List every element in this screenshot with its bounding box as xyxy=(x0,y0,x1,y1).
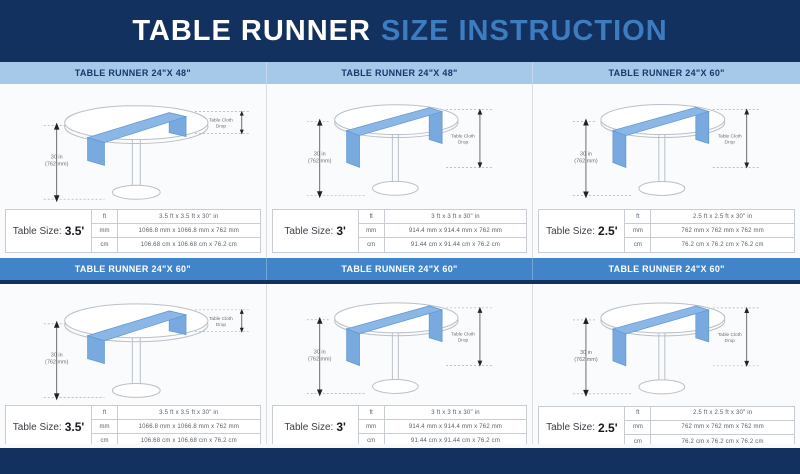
table-size-label: Table Size: xyxy=(12,421,62,433)
unit-ft: ft xyxy=(359,406,385,420)
page-title-main: TABLE RUNNER xyxy=(132,14,371,47)
value-ft: 3 ft x 3 ft x 30" in xyxy=(385,210,527,224)
table-size-cell xyxy=(539,407,625,444)
drop-dimension-sublabel: Drop xyxy=(724,140,736,146)
unit-cm: cm xyxy=(92,434,118,444)
panel-3 xyxy=(533,84,800,258)
size-spec-table-1 xyxy=(5,209,261,253)
panel-header-2: TABLE RUNNER 24"X 48" xyxy=(267,62,534,84)
unit-mm: mm xyxy=(92,224,118,238)
table-size-value: 3' xyxy=(336,224,346,238)
value-ft: 2.5 ft x 2.5 ft x 30" in xyxy=(651,210,794,224)
round-table-runner-diagram xyxy=(267,84,533,209)
value-mm: 914.4 mm x 914.4 mm x 762 mm xyxy=(385,420,527,434)
unit-mm: mm xyxy=(359,420,385,434)
value-ft: 3.5 ft x 3.5 ft x 30" in xyxy=(118,406,260,420)
table-size-value: 2.5' xyxy=(598,224,618,238)
panel-4 xyxy=(0,284,267,444)
table-size-value: 3.5' xyxy=(64,420,85,435)
unit-grid xyxy=(92,406,260,444)
value-cm: 91.44 cm x 91.44 cm x 76.2 cm xyxy=(410,438,501,444)
table-size-cell xyxy=(273,210,359,252)
height-dimension-label: 30 in xyxy=(50,352,63,359)
header-strip-row1 xyxy=(0,62,800,84)
value-cm: 91.44 cm x 91.44 cm x 76.2 cm xyxy=(410,242,501,248)
panel-header-6: TABLE RUNNER 24"X 60" xyxy=(533,258,800,280)
panel-5 xyxy=(267,284,534,444)
value-cm: 106.68 cm x 106.68 cm x 76.2 cm xyxy=(140,242,237,248)
height-dimension-label: 30 in xyxy=(580,349,593,356)
unit-ft: ft xyxy=(625,210,651,224)
drop-dimension-label: Table Cloth xyxy=(450,134,475,140)
value-mm: 1066.8 mm x 1066.8 mm x 762 mm xyxy=(118,420,260,434)
table-size-value: 3.5' xyxy=(64,224,85,238)
value-ft: 3.5 ft x 3.5 ft x 30" in xyxy=(118,210,260,224)
round-table-runner-diagram xyxy=(267,284,533,405)
table-size-cell xyxy=(6,406,92,444)
unit-ft: ft xyxy=(359,210,385,224)
unit-mm: mm xyxy=(625,421,651,435)
height-dimension-label: 30 in xyxy=(313,349,326,356)
unit-cm: cm xyxy=(359,238,385,252)
round-table-runner-diagram xyxy=(0,284,266,405)
height-dimension-sublabel: (762 mm) xyxy=(574,356,599,363)
value-ft: 2.5 ft x 2.5 ft x 30" in xyxy=(651,407,794,421)
round-table-runner-diagram xyxy=(533,284,800,406)
value-cm: 76.2 cm x 76.2 cm x 76.2 cm xyxy=(681,438,764,444)
height-dimension-sublabel: (762 mm) xyxy=(307,158,332,165)
panel-2-diagram-wrap xyxy=(267,84,533,209)
unit-mm: mm xyxy=(359,224,385,238)
panel-row-1 xyxy=(0,84,800,258)
size-spec-table-2 xyxy=(272,209,528,253)
unit-grid xyxy=(625,210,794,252)
unit-cm: cm xyxy=(625,435,651,444)
round-table-runner-diagram xyxy=(533,84,800,209)
size-spec-table-3 xyxy=(538,209,795,253)
table-size-label: Table Size: xyxy=(12,225,62,237)
unit-mm: mm xyxy=(625,224,651,238)
unit-ft: ft xyxy=(625,407,651,421)
panel-5-diagram-wrap xyxy=(267,284,533,405)
height-dimension-label: 30 in xyxy=(313,151,326,158)
panel-header-4: TABLE RUNNER 24"X 60" xyxy=(0,258,267,280)
unit-cm: cm xyxy=(625,238,651,252)
height-dimension-label: 30 in xyxy=(580,151,593,158)
panel-2 xyxy=(267,84,534,258)
height-dimension-sublabel: (762 mm) xyxy=(45,359,69,366)
panel-3-diagram-wrap xyxy=(533,84,800,209)
table-size-cell xyxy=(6,210,92,252)
value-cm: 76.2 cm x 76.2 cm x 76.2 cm xyxy=(681,242,764,248)
table-size-value: 3' xyxy=(336,420,346,435)
value-mm: 1066.8 mm x 1066.8 mm x 762 mm xyxy=(118,224,260,238)
value-mm: 914.4 mm x 914.4 mm x 762 mm xyxy=(385,224,527,238)
round-table-runner-diagram xyxy=(0,84,266,209)
size-spec-table-6 xyxy=(538,406,795,444)
height-dimension-sublabel: (762 mm) xyxy=(574,158,598,165)
footer-bar xyxy=(0,448,800,474)
unit-grid xyxy=(359,210,527,252)
unit-cm: cm xyxy=(92,238,118,252)
unit-ft: ft xyxy=(92,406,118,420)
panel-6-diagram-wrap xyxy=(533,284,800,406)
table-size-label: Table Size: xyxy=(546,225,596,237)
table-size-label: Table Size: xyxy=(284,421,334,433)
drop-dimension-label: Table Cloth xyxy=(718,134,743,140)
unit-grid xyxy=(359,406,527,444)
drop-dimension-sublabel: Drop xyxy=(724,338,736,344)
panel-4-diagram-wrap xyxy=(0,284,266,405)
drop-dimension-label: Table Cloth xyxy=(208,118,233,124)
size-spec-table-5 xyxy=(272,405,528,444)
page-title-accent: SIZE INSTRUCTION xyxy=(380,14,668,47)
drop-dimension-sublabel: Drop xyxy=(457,338,468,344)
value-ft: 3 ft x 3 ft x 30" in xyxy=(385,406,527,420)
table-size-cell xyxy=(539,210,625,252)
table-size-value: 2.5' xyxy=(598,420,618,435)
table-size-label: Table Size: xyxy=(284,225,334,237)
header-strip-row2 xyxy=(0,258,800,284)
size-spec-table-4 xyxy=(5,405,261,444)
panel-6 xyxy=(533,284,800,444)
drop-dimension-label: Table Cloth xyxy=(718,332,743,338)
panel-header-3: TABLE RUNNER 24"X 60" xyxy=(533,62,800,84)
drop-dimension-sublabel: Drop xyxy=(215,124,227,130)
panel-1-diagram-wrap xyxy=(0,84,266,209)
title-bar xyxy=(0,0,800,62)
table-size-label: Table Size: xyxy=(546,422,596,434)
panel-row-2 xyxy=(0,284,800,444)
unit-cm: cm xyxy=(359,434,385,444)
height-dimension-sublabel: (762 mm) xyxy=(307,356,332,363)
drop-dimension-label: Table Cloth xyxy=(450,332,475,338)
panel-header-5: TABLE RUNNER 24"X 60" xyxy=(267,258,534,280)
unit-grid xyxy=(625,407,794,444)
table-size-cell xyxy=(273,406,359,444)
drop-dimension-sublabel: Drop xyxy=(457,140,468,146)
panel-header-1: TABLE RUNNER 24"X 48" xyxy=(0,62,267,84)
unit-mm: mm xyxy=(92,420,118,434)
drop-dimension-label: Table Cloth xyxy=(208,316,233,322)
unit-grid xyxy=(92,210,260,252)
drop-dimension-sublabel: Drop xyxy=(215,322,227,328)
height-dimension-sublabel: (762 mm) xyxy=(45,161,69,168)
panel-1 xyxy=(0,84,267,258)
unit-ft: ft xyxy=(92,210,118,224)
value-mm: 762 mm x 762 mm x 762 mm xyxy=(651,224,794,238)
height-dimension-label: 30 in xyxy=(50,154,63,161)
value-cm: 106.68 cm x 106.68 cm x 76.2 cm xyxy=(140,438,237,444)
value-mm: 762 mm x 762 mm x 762 mm xyxy=(651,421,794,435)
